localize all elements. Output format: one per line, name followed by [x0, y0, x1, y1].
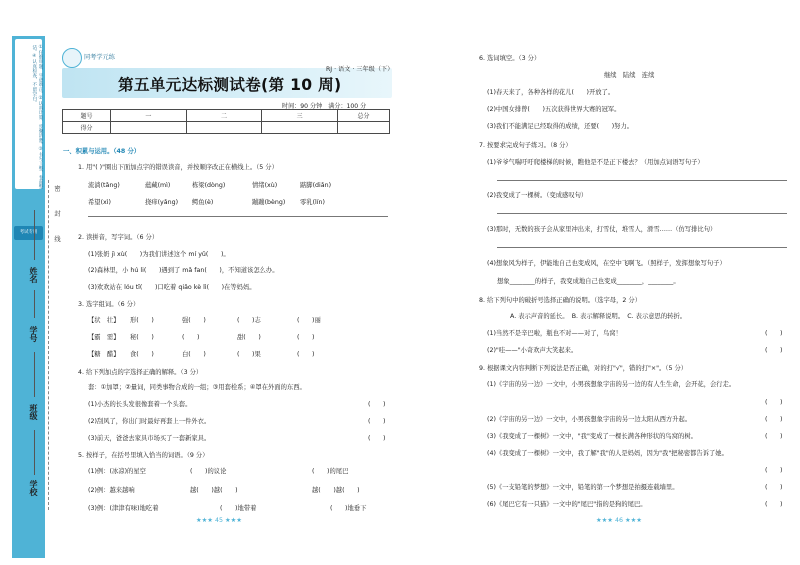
q9-answer[interactable]: ( ) [765, 399, 783, 406]
q4-item: (3)前天，爸爸去家具市场买了一套新家具。 [88, 435, 211, 442]
publisher-text: 同考学元练 [84, 54, 115, 61]
q5-prompt: 5. 按样子，在括号里填入恰当的词语。（9 分） [78, 452, 209, 459]
score-col: 二 [186, 110, 262, 122]
q9-item: (6)《尾巴它有一只猫》一文中的"尾巴"指的是狗的尾巴。 [487, 501, 647, 508]
strip-tip-box [15, 39, 42, 189]
q5-example: (2)例：越来越响 [88, 487, 135, 494]
q3-blank[interactable]: 秘( ) [130, 334, 154, 341]
q1-item: 蕴藏(mì) [145, 182, 171, 189]
q6-item: (3)我们不能满足已经取得的成绩，还要( )努力。 [487, 123, 634, 130]
page-number-right: ★★★ 46 ★★★ [596, 517, 642, 524]
exam-title: 第五单元达标测试卷(第 10 周) [118, 76, 342, 94]
q9-item: (1)《宇宙的另一边》一文中，小男孩想象宇宙的另一边的有人生生命，会开花，会行走。 [487, 381, 736, 388]
q4-answer[interactable]: ( ) [368, 435, 386, 442]
score-cell[interactable] [262, 122, 338, 134]
q9-answer[interactable]: ( ) [765, 484, 783, 491]
q1-answer-line[interactable] [88, 216, 388, 217]
q3-blank[interactable]: ( )丽 [297, 317, 321, 324]
q3-blank[interactable]: ( ) [297, 351, 315, 358]
student-id-label: 学号 [29, 326, 38, 342]
strip-tip-text: ①仔细审题，字迹端正。②认真计算，步骤清楚。③书写工整，卷面整洁。④认真检查，不留空白。 [31, 45, 43, 189]
q8-item: (1)当然不是辛巴啦，瓶也不对——对了，鸟窝！ [487, 330, 622, 337]
q9-answer[interactable]: ( ) [765, 501, 783, 508]
q9-item: (3)《我变成了一棵树》一文中，"我"变成了一棵长满各种形状的鸟窝的树。 [487, 433, 697, 440]
score-cell[interactable] [338, 122, 390, 134]
q3-blank[interactable]: 强( ) [182, 317, 206, 324]
q2-item: (2)森林里，小 hú li( )遇到了 mǎ fan( )，不知道该怎么办。 [88, 267, 279, 274]
q8-options: A. 表示声音的延长。 B. 表示解释说明。 C. 表示意思的转折。 [510, 313, 687, 320]
exam-subinfo: RJ · 语文 · 三年级（下） [326, 66, 394, 73]
q3-blank[interactable]: 形( ) [130, 317, 154, 324]
q5-blank[interactable]: ( )地垂下 [330, 505, 367, 512]
q3-blank[interactable]: ( ) [182, 334, 200, 341]
q3-blank[interactable]: 食( ) [130, 351, 154, 358]
school-blank[interactable] [34, 430, 35, 475]
q5-example: (3)例：(津津有味)地吃着 [88, 505, 159, 512]
score-total: 总分 [338, 110, 390, 122]
class-blank[interactable] [34, 352, 35, 397]
q5-blank[interactable]: 越( )越( ) [190, 487, 238, 494]
q5-blank[interactable]: 越( )越( ) [312, 487, 360, 494]
score-header: 得分 [63, 122, 111, 134]
name-label: 姓名 [29, 267, 38, 283]
q9-prompt: 9. 根据课文内容判断下列说法是否正确，对的打"√"，错的打"×"。（5 分） [479, 365, 688, 372]
score-cell[interactable] [186, 122, 262, 134]
q4-definitions: 套：①加罩；②量词，同类事物合成的一组；③用套栓系；④罩在外面的东西。 [88, 384, 306, 391]
q4-prompt: 4. 给下列加点的字选择正确的解释。（3 分） [78, 369, 203, 376]
q1-item: 蹦蹦(bèng) [252, 199, 286, 206]
q2-item: (1)张奶 jì xù( )为我们讲述这个 mí yǔ( )。 [88, 251, 230, 258]
q7-answer-line[interactable] [497, 180, 787, 181]
q8-answer[interactable]: ( ) [765, 330, 783, 337]
score-table [62, 109, 390, 134]
score-cell[interactable] [111, 122, 187, 134]
q1-item: 挠痒(yǎng) [145, 199, 179, 206]
q5-example: (1)例：(冰凉)的星空 [88, 468, 146, 475]
q1-item: 情绪(xù) [252, 182, 278, 189]
score-col: 三 [262, 110, 338, 122]
score-col: 一 [111, 110, 187, 122]
name-blank[interactable] [34, 210, 35, 260]
q8-item: (2)"哇——"小奇欢声大笑起来。 [487, 347, 578, 354]
q1-item: 栋梁(dòng) [192, 182, 226, 189]
q1-item: 流淌(tǎng) [88, 182, 120, 189]
q2-item: (3)欢欢站在 lóu tī( )口吃着 qiǎo kè lì( )在等妈妈。 [88, 284, 256, 291]
q4-answer[interactable]: ( ) [368, 418, 386, 425]
page-number-value: 46 [614, 517, 623, 524]
q9-answer[interactable]: ( ) [765, 416, 783, 423]
q1-item: 希望(xì) [88, 199, 111, 206]
strip-badge: 考试专用 [14, 226, 43, 240]
seal-line-text: 密 封 线 [53, 185, 60, 242]
score-header: 题号 [63, 110, 111, 122]
q5-blank[interactable]: ( )的议论 [190, 468, 227, 475]
q9-item: (4)《我变成了一棵树》一文中，我了解"我"的人是妈妈，因为"我"把秘密都告诉了她。 [487, 450, 728, 457]
page-number-left: ★★★ 45 ★★★ [196, 517, 242, 524]
q8-answer[interactable]: ( ) [765, 347, 783, 354]
q3-blank[interactable]: ( )果 [237, 351, 261, 358]
q8-prompt: 8. 给下列句中的破折号选择正确的说明。（选字母，2 分） [479, 297, 641, 304]
q4-answer[interactable]: ( ) [368, 401, 386, 408]
q4-item: (1)小杰的长头发很像套着一个头套。 [88, 401, 192, 408]
q6-item: (1)春天来了，各种各样的花儿( )开放了。 [487, 89, 615, 96]
q1-item: 鳄鱼(è) [192, 199, 214, 206]
q3-blank[interactable]: ( )志 [237, 317, 261, 324]
q6-item: (2)中国女排曾( )五次获得世界大赛的冠军。 [487, 106, 621, 113]
q3-group: 【霸 需】 [88, 334, 120, 341]
q6-prompt: 6. 选词填空。（3 分） [479, 55, 541, 62]
q4-item: (2)刮风了，你出门时最好再套上一件外衣。 [88, 418, 211, 425]
q5-blank[interactable]: ( )地带着 [220, 505, 257, 512]
q7-answer-line[interactable] [497, 213, 787, 214]
q3-group: 【糖 醋】 [88, 351, 120, 358]
q1-item: 零乳(lín) [300, 199, 325, 206]
q7-prompt: 7. 按要求完成句子练习。（8 分） [479, 142, 572, 149]
school-label: 学校 [29, 480, 38, 496]
exam-meta: 时间：90 分钟 满分：100 分 [282, 103, 367, 110]
q3-blank[interactable]: ( ) [297, 334, 315, 341]
q9-answer[interactable]: ( ) [765, 433, 783, 440]
q5-blank[interactable]: ( )的尾巴 [312, 468, 349, 475]
q7-item: (2)我变成了一棵树。（变成感叹句） [487, 192, 588, 199]
student-id-blank[interactable] [34, 290, 35, 318]
q6-word-bank: 继续 陆续 连续 [604, 72, 655, 79]
q9-item: (5)《一支铅笔的梦想》一文中，铅笔的第一个梦想是拍摄连载墙里。 [487, 484, 679, 491]
q7-fill[interactable]: 想象________的样子，我变成地自己也变成________，________。 [497, 278, 680, 285]
class-label: 班级 [29, 404, 38, 420]
q3-prompt: 3. 选字组词。（6 分） [78, 301, 140, 308]
publisher-logo [62, 48, 82, 68]
q3-blank[interactable]: 甜( ) [237, 334, 261, 341]
q1-item: 踮脚(diǎn) [300, 182, 332, 189]
q1-prompt: 1. 用"( )"圈出下面加点字的错误读音，并按顺序改正在横线上。（5 分） [78, 164, 278, 171]
section-1-heading: 一、积累与运用。（48 分） [63, 148, 141, 155]
q3-blank[interactable]: 白( ) [182, 351, 206, 358]
q7-item: (4)想象风为样子，伊能地自己也变成风，在空中飞啊飞。（照样子，发挥想象写句子） [487, 260, 726, 267]
q3-group: 【状 壮】 [88, 317, 120, 324]
q7-item: (3)那时，无数的孩子会从家里冲出来，打雪仗，堆雪人，滑雪……（仿写排比句） [487, 226, 717, 233]
q2-prompt: 2. 读拼音，写字词。（6 分） [78, 234, 159, 241]
page-number-value: 45 [214, 517, 223, 524]
q7-item: (1)爷爷气喘吁吁爬楼梯的时候，瞧他是不是正下楼去？（用加点词语写句子） [487, 159, 704, 166]
q9-answer[interactable]: ( ) [765, 467, 783, 474]
q7-answer-line[interactable] [497, 247, 787, 248]
q9-item: (2)《宇宙的另一边》一文中，小男孩想象宇宙的另一边太阳从西方升起。 [487, 416, 692, 423]
